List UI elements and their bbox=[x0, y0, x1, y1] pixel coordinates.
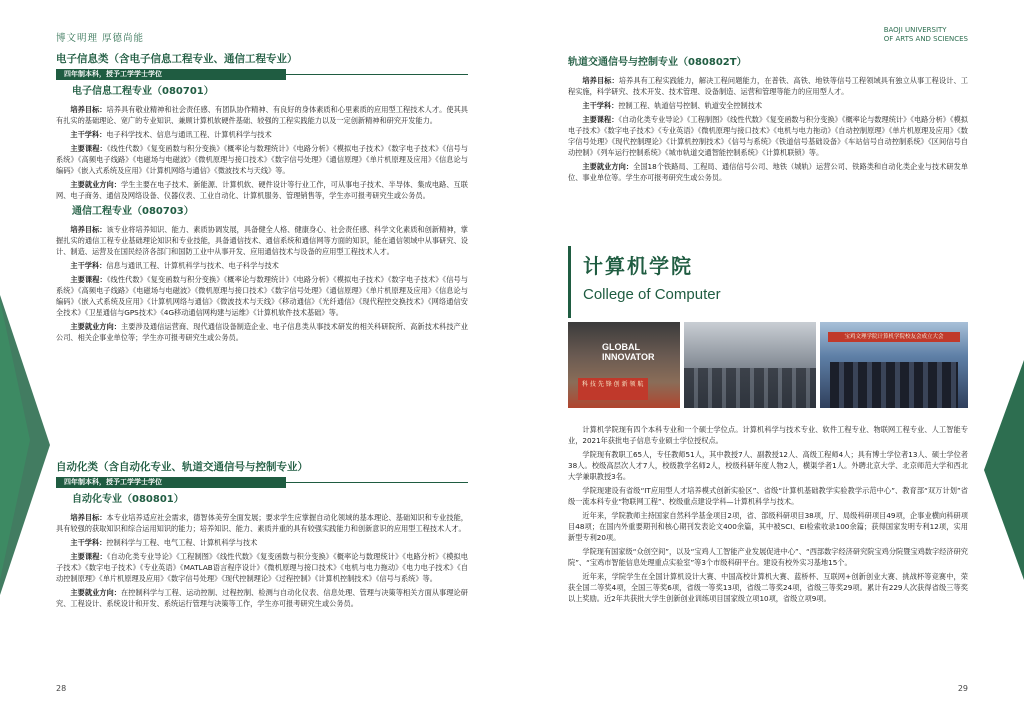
page-number: 29 bbox=[957, 684, 968, 693]
college-header bbox=[568, 246, 968, 318]
paragraph: 主要课程：《自动化类专业导论》《工程制图》《线性代数》《复变函数与积分变换》《概率论与数理统计》《电路分析》《模拟电子技术》《数字电子技术》《专业英语》《MATLAB语言程序设计》《微机原理与接口技术》《电机与电力拖动》《电力电子技术》《自动控制原理》《单片机原理及应用》《数字信号处理》《现代控制理论》《过程控制》《计算机控制技术》《信号与系统》等。 bbox=[56, 552, 468, 583]
paragraph: 培养目标：培养具有工程实践能力，解决工程问题能力，在普铁、高铁、地铁等信号工程领域具有独立从事工程设计、工程实施，科学研究、技术开发、技术管理、设备制造、运营和管理等能力的应用型人才。 bbox=[568, 76, 968, 96]
left-content-automation bbox=[56, 460, 468, 612]
university-name: BAOJI UNIVERSITY OF ARTS AND SCIENCES bbox=[883, 26, 968, 43]
paragraph: 主要就业方向：主要涉及通信运营商、现代通信设备制造企业、电子信息类从事技术研发的相关科研院所、高新技术科技产业公司、相关企事业单位等；学生亦可报考研究生或公务员。 bbox=[56, 322, 468, 342]
major-title: 自动化专业（080801） bbox=[72, 494, 184, 505]
college-name-en: College of Computer bbox=[583, 286, 721, 303]
photo-strip bbox=[568, 322, 968, 408]
paragraph: 主要课程：《线性代数》《复变函数与积分变换》《概率论与数理统计》《电路分析》《模拟电子技术》《数字电子技术》《信号与系统》《高频电子线路》《电磁场与电磁波》《微机原理与接口技术》《数字信号处理》《通信原理》《单片机原理及应用》《信息论与编码》《嵌入式系统及应用》《计算机网络与通信》《微波技术与天线》等。 bbox=[56, 144, 468, 175]
paragraph: 主要就业方向：在控制科学与工程、运动控制、过程控制、检测与自动化仪表、信息处理、管理与决策等相关方面从事理论研究、工程设计、系统设计和开发、系统运行管理与决策等工作，学生亦可报考研究生或公务员。 bbox=[56, 588, 468, 608]
paragraph: 近年来，学院学生在全国计算机设计大赛、中国高校计算机大赛、蓝桥杯、互联网+创新创业大赛、挑战杯等竞赛中，荣获全国二等奖4项，全国三等奖6项，省级一等奖13项，省级二等奖24项，省级三等奖29项。累计有229人次获得省级三等奖以上奖励。近2年共获批大学生创新创业训练项目国家级立项10项，省级立项9项。 bbox=[568, 572, 968, 603]
paragraph: 主要就业方向：学生主要在电子技术、新能源、计算机软、硬件设计等行业工作，可从事电子技术、半导体、集成电路、互联网、电子商务、通信及网络设备、仪器仪表、工业自动化、计算机服务、管理销售等，学生亦可报考研究生或公务员。 bbox=[56, 180, 468, 200]
paragraph: 主要课程：《线性代数》《复变函数与积分变换》《概率论与数理统计》《电路分析》《模拟电子技术》《数字电子技术》《信号与系统》《高频电子线路》《电磁场与电磁波》《微机原理与接口技术》《数字信号处理》《通信原理》《单片机原理及应用》《信息论与编码》《嵌入式系统及应用》《计算机网络与通信》《微波技术与天线》《移动通信》《光纤通信》《现代程控交换技术》《网络通信安全技术》《卫星通信与GPS技术》《4G移动通信网构建与运维》《计算机软件技术基础》等。 bbox=[56, 275, 468, 317]
paragraph: 培养目标：本专业培养适应社会需求，德智体美劳全面发展；要求学生应掌握自动化领域的基本理论、基础知识和专业技能，具有较强的获取知识和综合运用知识的能力；培养知识、能力、素质并重的具有较强实践能力和创新意识的应用型工程技术人才。 bbox=[56, 513, 468, 533]
paragraph: 主要课程：《自动化类专业导论》《工程制图》《线性代数》《复变函数与积分变换》《概率论与数理统计》《电路分析》《模拟电子技术》《数字电子技术》《专业英语》《微机原理与接口技术》《电机与电力拖动》《自动控制原理》《单片机原理及应用》《数字信号处理》《现代控制理论》《计算机控制技术》《信号与系统》《铁道信号基础设备》《车站信号自动控制系统》《区间信号自动控制》《列车运行控制系统》《城市轨道交通智能控制系统》《计算机联锁》等。 bbox=[568, 115, 968, 157]
college-name-cn: 计算机学院 bbox=[583, 254, 693, 278]
paragraph: 培养目标：培养具有敬业精神和社会责任感、有团队协作精神、有良好的身体素质和心里素质的应用型工程技术人才。使其具有扎实的基础理论、宽广的专业知识、兼顾计算机软硬件基础、较强的工程实践能力以及一定创新精神和研究开发能力。 bbox=[56, 105, 468, 125]
paragraph: 主干学科：控制工程、轨道信号控制、轨道安全控制技术 bbox=[582, 101, 763, 110]
decorative-triangle bbox=[0, 300, 30, 580]
page-number: 28 bbox=[56, 684, 67, 693]
degree-bar: 四年制本科，授予工学学士学位 bbox=[56, 477, 286, 488]
decorative-triangle bbox=[984, 360, 1024, 580]
paragraph: 学院现建设有省级“IT应用型人才培养模式创新实验区”、省级“计算机基础教学实验教学示范中心”、教育部“双万计划”省级一流本科专业“物联网工程”、校级重点建设学科—计算机科学与技术。 bbox=[568, 486, 968, 506]
major-title: 电子信息工程专业（080701） bbox=[72, 86, 214, 97]
paragraph: 主干学科：信息与通讯工程、计算机科学与技术、电子科学与技术 bbox=[70, 261, 279, 270]
paragraph: 近年来，学院教师主持国家自然科学基金项目2项，省、部级科研项目38项，厅、局级科研项目49项，企事业横向科研项目48项；在国内外重要期刊和核心期刊发表论文400余篇，其中被SCI、EI检索收录100余篇；获得国家发明专利12项，实用新型专利20项。 bbox=[568, 511, 968, 542]
degree-bar: 四年制本科，授予工学学士学位 bbox=[56, 69, 286, 80]
paragraph: 培养目标：该专业将培养知识、能力、素质协调发展，具备健全人格、健康身心、社会责任感、科学文化素质和创新精神，掌握扎实的通信工程专业基础理论知识和专业技能，具备通信技术、通信系统和通信网等方面的知识，能在通信领域中从事研究、设计、制造、运营及在国民经济各部门和国防工业中从事开发、应用通信技术与设备的应用型工程技术人才。 bbox=[56, 225, 468, 256]
paragraph: 学院现有国家级“众创空间”，以及“宝鸡人工智能产业发展促进中心”、“西部数字经济研究院宝鸡分院暨宝鸡数字经济研究院”、“宝鸡市智能信息处理重点实验室”等3个市级科研平台。建设有校外实习基地15个。 bbox=[568, 547, 968, 567]
paragraph: 计算机学院现有四个本科专业和一个硕士学位点。计算机科学与技术专业、软件工程专业、物联网工程专业、人工智能专业，2021年获批电子信息专业硕士学位授权点。 bbox=[568, 425, 968, 445]
right-page bbox=[512, 0, 1024, 719]
paragraph: 主干学科：电子科学技术、信息与通讯工程、计算机科学与技术 bbox=[70, 130, 272, 139]
motto: 博文明理 厚德尚能 bbox=[56, 33, 145, 44]
section-title: 自动化类（含自动化专业、轨道交通信号与控制专业） bbox=[56, 461, 308, 473]
paragraph: 主干学科：控制科学与工程、电气工程、计算机科学与技术 bbox=[70, 538, 258, 547]
paragraph: 学院现有教职工65人，专任教师51人，其中教授7人、副教授12人、高级工程师4人；具有博士学位者13人、硕士学位者38人。校级高层次人才7人，校级教学名师2人，校级科研年度人物2人，横渠学者1人。外聘北京大学、北京师范大学和西北大学兼职教授3名。 bbox=[568, 450, 968, 481]
photo-alumni-meeting: 宝鸡文理学院计算机学院校友会成立大会 bbox=[820, 322, 968, 408]
section-title: 电子信息类（含电子信息工程专业、通信工程专业） bbox=[56, 53, 298, 65]
photo-innovator: GLOBAL INNOVATOR 科 技 先 锋 创 新 领 航 bbox=[568, 322, 680, 408]
college-intro bbox=[568, 424, 968, 607]
left-content bbox=[56, 52, 468, 346]
major-title: 轨道交通信号与控制专业（080802T） bbox=[568, 57, 747, 68]
right-content bbox=[568, 52, 968, 186]
major-title: 通信工程专业（080703） bbox=[72, 206, 194, 217]
paragraph: 主要就业方向：全国18个铁路局、工程局、通信信号公司、地铁（城轨）运营公司、铁路类和自动化类企业与技术研发单位、事业单位等。学生亦可报考研究生或公务员。 bbox=[568, 162, 968, 182]
photo-computer-lab bbox=[684, 322, 816, 408]
